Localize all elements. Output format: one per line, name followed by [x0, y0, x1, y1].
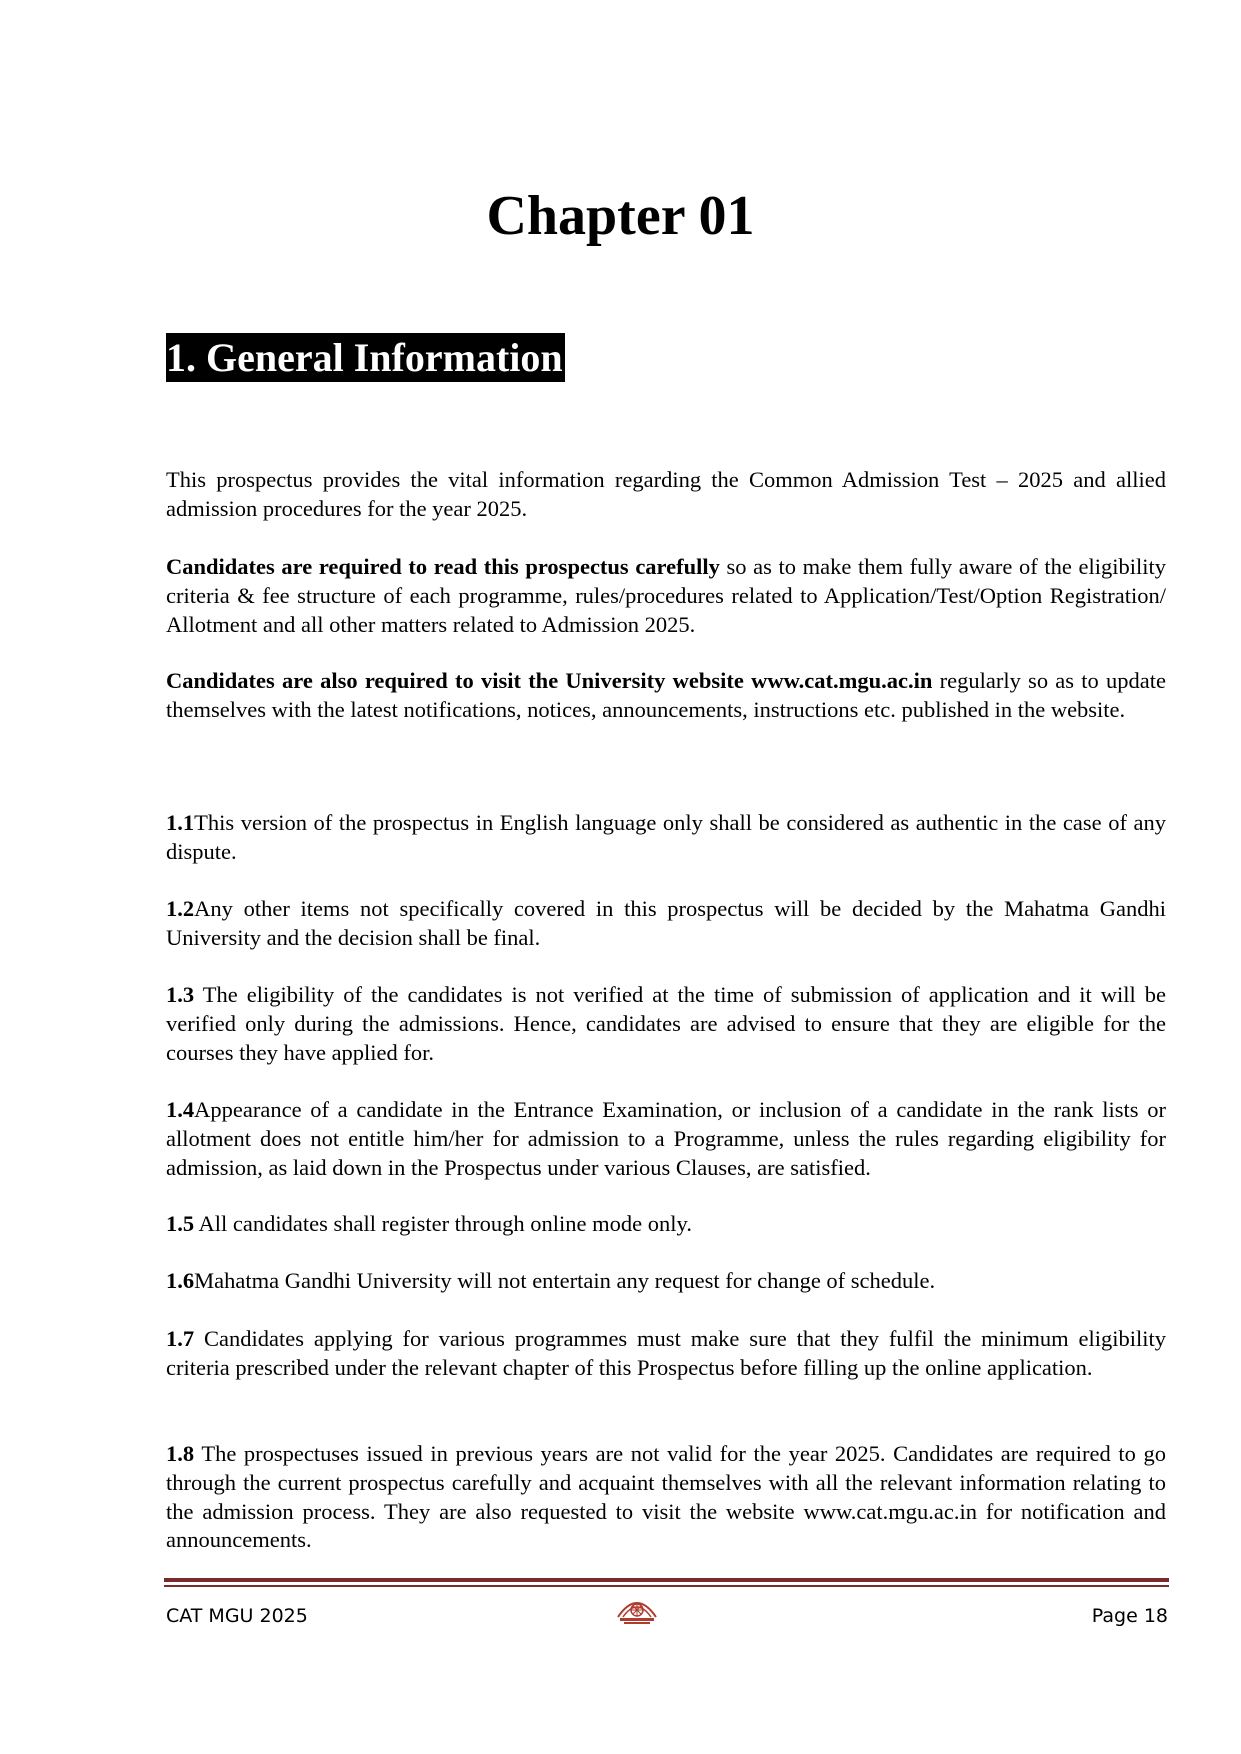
intro-text-2: so as to make them fully aware of the eligibility criteria & fee structure of each programme, rules/procedures related to Application/Test/Option Registration/ Allotment and all other matters related to Admission 2025. [166, 554, 1167, 637]
clause-1-8 [166, 1440, 1166, 1555]
footer-label: CAT MGU 2025 [166, 1605, 308, 1627]
intro-paragraph-3 [166, 667, 1166, 725]
clause-number: 1.1 [166, 810, 195, 835]
intro-paragraph-2 [166, 553, 1166, 639]
intro-paragraph-1 [166, 466, 1166, 524]
clause-number: 1.5 [166, 1211, 195, 1236]
university-emblem-icon [614, 1591, 660, 1627]
clause-text: Candidates applying for various programmes must make sure that they fulfil the minimum eligibility criteria prescribed under the relevant chapter of this Prospectus before filling up the online application. [166, 1326, 1167, 1380]
clause-separator [194, 982, 203, 1007]
intro-bold-2: Candidates are required to read this prospectus carefully [166, 554, 720, 579]
clause-1-5 [166, 1210, 1166, 1239]
clause-1-6 [166, 1267, 1166, 1296]
footer-rule-thin [164, 1585, 1169, 1587]
clause-text: This version of the prospectus in English language only shall be considered as authentic in the case of any dispute. [166, 810, 1166, 864]
clause-text: The eligibility of the candidates is not verified at the time of submission of application and it will be verified only during the admissions. Hence, candidates are advised to ensure that they are eligible for the courses they have applied for. [166, 982, 1167, 1065]
clause-text: Any other items not specifically covered in this prospectus will be decided by the Mahatma Gandhi University and the decision shall be final. [166, 896, 1166, 950]
clause-number: 1.7 [166, 1326, 195, 1351]
clause-separator [194, 1326, 204, 1351]
clause-number: 1.3 [166, 982, 195, 1007]
chapter-title: Chapter 01 [486, 185, 755, 247]
intro-text-3: regularly so as to update themselves with the latest notifications, notices, announcements, instructions etc. published in the website. [166, 668, 1166, 722]
clause-1-4 [166, 1096, 1166, 1182]
clause-number: 1.4 [166, 1097, 195, 1122]
clause-1-2 [166, 895, 1166, 953]
intro-bold-3: Candidates are also required to visit the University website www.cat.mgu.ac.in [166, 668, 933, 693]
clause-1-7 [166, 1325, 1166, 1383]
clause-text: Mahatma Gandhi University will not entertain any request for change of schedule. [194, 1268, 936, 1293]
footer-rule-thick [164, 1578, 1169, 1582]
intro-text-1: This prospectus provides the vital information regarding the Common Admission Test – 2025 and allied admission procedures for the year 2025. [166, 467, 1166, 521]
page-number: Page 18 [1091, 1605, 1168, 1627]
clause-1-1 [166, 809, 1166, 867]
clause-number: 1.6 [166, 1268, 195, 1293]
clause-text: Appearance of a candidate in the Entrance Examination, or inclusion of a candidate in the rank lists or allotment does not entitle him/her for admission to a Programme, unless the rules regarding eligibility for admission, as laid down in the Prospectus under various Clauses, are satisfied. [166, 1097, 1166, 1180]
clause-1-3 [166, 981, 1166, 1067]
section-heading: 1. General Information [166, 335, 563, 380]
clause-text: The prospectuses issued in previous years are not valid for the year 2025. Candidates are required to go through the current prospectus carefully and acquaint themselves with all the relevant information relating to the admission process. They are also requested to visit the website www.cat.mgu.ac.in for notification and announcements. [166, 1441, 1166, 1553]
clause-text: All candidates shall register through online mode only. [198, 1211, 692, 1236]
clause-number: 1.2 [166, 896, 195, 921]
clause-number: 1.8 [166, 1441, 195, 1466]
